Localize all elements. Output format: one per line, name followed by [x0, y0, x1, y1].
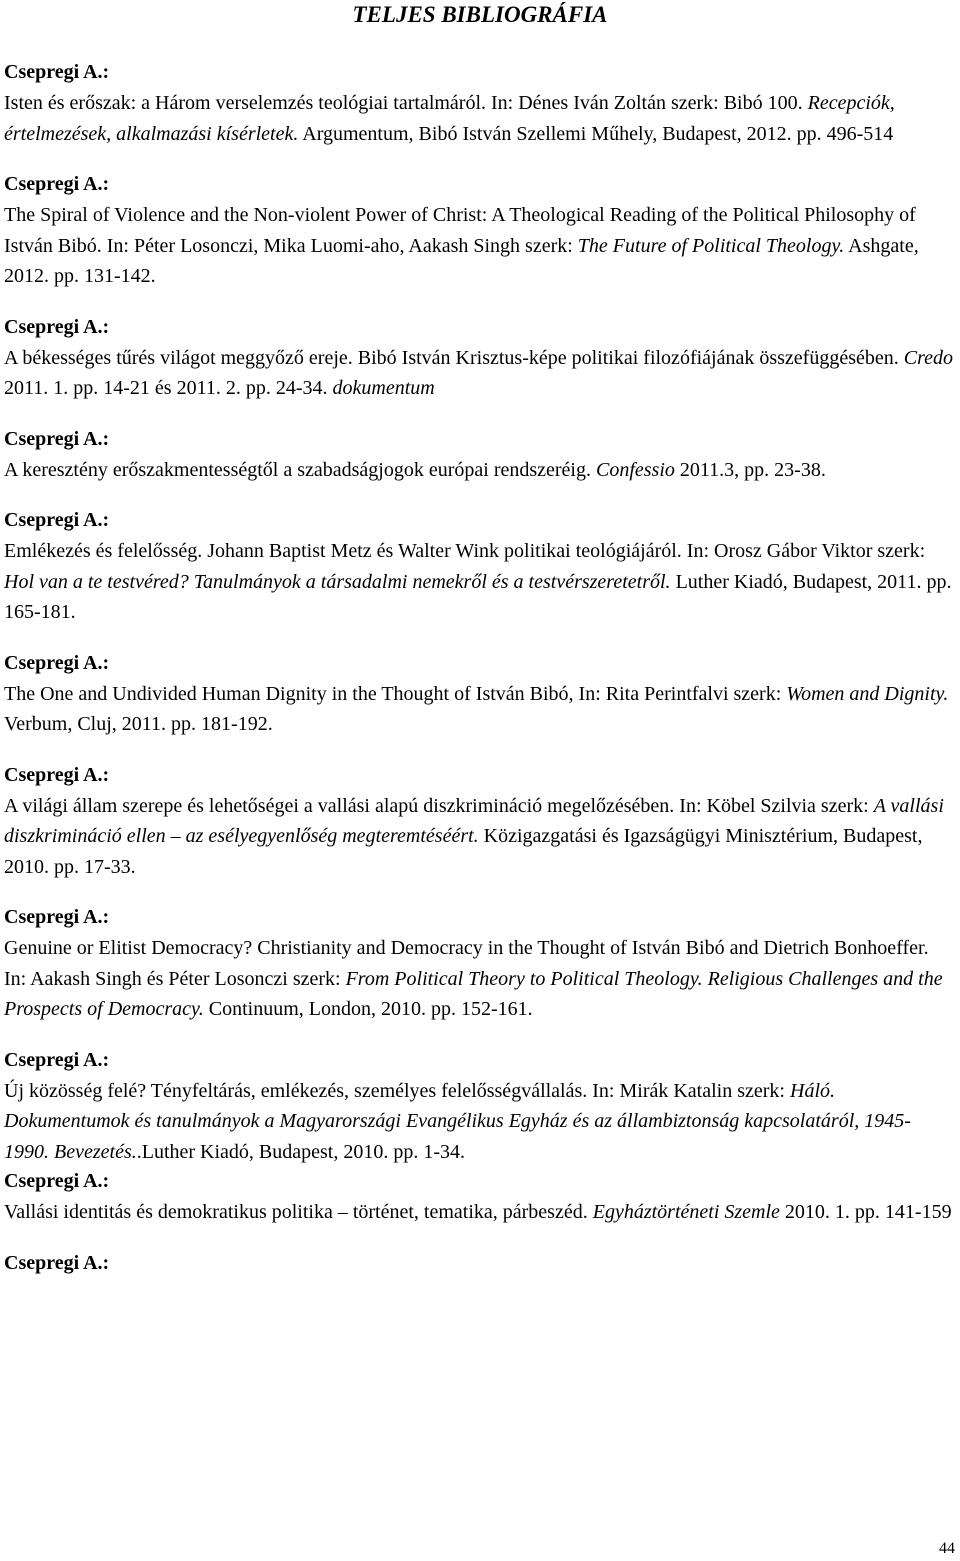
- entry-citation: [4, 933, 954, 1025]
- citation-italic-segment: Credo: [903, 346, 954, 369]
- citation-segment: Vallási identitás és demokratikus politika – történet, tematika, párbeszéd.: [4, 1201, 593, 1223]
- citation-segment: The Spiral of Violence and the Non-violent Power of Christ: A Theological Reading of the Political Philosophy of István Bibó. In: Péter Losonczi, Mika Luomi-aho, Aakash Singh szerk:: [4, 204, 916, 257]
- citation-segment: Ashgate, 2012. pp. 131-142.: [4, 234, 919, 287]
- entry-author: Csepregi A.:: [4, 906, 110, 928]
- entry-author: Csepregi A.:: [4, 1251, 110, 1274]
- citation-segment: Emlékezés és felelősség. Johann Baptist Metz és Walter Wink politikai teológiájáról. In: Orosz Gábor Viktor szerk:: [4, 540, 926, 562]
- entry-author: Csepregi A.:: [4, 427, 110, 450]
- citation-italic-segment: Egyháztörténeti Szemle: [592, 1201, 780, 1223]
- entry-citation: [4, 1197, 954, 1228]
- entry-citation: [4, 88, 954, 149]
- citation-italic-segment: Háló. Dokumentumok és tanulmányok a Magyarországi Evangélikus Egyház és az állambiztonság kapcsolatáról, 1945-1990. Bevezetés.: [4, 1079, 911, 1163]
- entry-author: Csepregi A.:: [4, 763, 110, 786]
- citation-italic-segment: A vallási diszkrimináció ellen – az esélyegyenlőség megteremtéséért.: [4, 794, 944, 847]
- entry-author: Csepregi A.:: [4, 1048, 110, 1071]
- bibliography-entry: [4, 170, 954, 292]
- citation-italic-segment: The Future of Political Theology.: [577, 234, 845, 257]
- citation-segment: 2011. 1. pp. 14-21 és 2011. 2. pp. 24-34.: [4, 377, 333, 399]
- citation-segment: Argumentum, Bibó István Szellemi Műhely, Budapest, 2012. pp. 496-514: [298, 122, 894, 145]
- entry-author: Csepregi A.:: [4, 509, 110, 531]
- entry-citation: [4, 343, 954, 404]
- page-number: 44: [939, 1540, 955, 1557]
- bibliography-entry: [4, 649, 954, 740]
- citation-segment: Isten és erőszak: a Három verselemzés teológiai tartalmáról. In: Dénes Iván Zoltán szerk: Bibó 100.: [4, 92, 808, 114]
- bibliography-entry: [4, 1167, 954, 1228]
- document-title: TELJES BIBLIOGRÁFIA: [352, 2, 608, 27]
- bibliography-list: [4, 58, 954, 1300]
- entry-citation: [4, 200, 954, 292]
- citation-segment: Verbum, Cluj, 2011. pp. 181-192.: [4, 713, 273, 735]
- entry-citation: [4, 791, 954, 883]
- entry-author: Csepregi A.:: [4, 315, 110, 338]
- citation-italic-segment: Women and Dignity.: [786, 682, 949, 705]
- entry-citation: [4, 679, 954, 740]
- citation-segment: A keresztény erőszakmentességtől a szabadságjogok európai rendszeréig.: [4, 458, 596, 481]
- citation-segment: 2010. 1. pp. 141-159: [779, 1201, 952, 1223]
- citation-segment: The One and Undivided Human Dignity in the Thought of István Bibó, In: Rita Perintfalvi szerk:: [4, 682, 787, 705]
- entry-citation: [4, 536, 954, 628]
- entry-citation: [4, 455, 954, 486]
- entry-citation: [4, 1076, 954, 1168]
- citation-italic-segment: dokumentum: [332, 377, 435, 399]
- entry-author: Csepregi A.:: [4, 61, 110, 83]
- entry-author: Csepregi A.:: [4, 651, 110, 674]
- bibliography-entry: [4, 58, 954, 149]
- citation-italic-segment: Recepciók, értelmezések, alkalmazási kísérletek.: [4, 92, 895, 145]
- citation-segment: Continuum, London, 2010. pp. 152-161.: [203, 998, 533, 1020]
- entry-author: Csepregi A.:: [4, 1170, 110, 1192]
- bibliography-entry: [4, 506, 954, 628]
- citation-segment: A békességes tűrés világot meggyőző ereje. Bibó István Krisztus-képe politikai filozófiájának összefüggésében.: [4, 346, 904, 369]
- citation-segment: 2011.3, pp. 23-38.: [674, 458, 826, 481]
- bibliography-entry: [4, 761, 954, 883]
- citation-italic-segment: Confessio: [596, 458, 675, 481]
- citation-italic-segment: From Political Theory to Political Theology. Religious Challenges and the Prospects of Democracy.: [4, 967, 943, 1020]
- entry-author: Csepregi A.:: [4, 173, 110, 195]
- citation-segment: Genuine or Elitist Democracy? Christianity and Democracy in the Thought of István Bibó and Dietrich Bonhoeffer. In: Aakash Singh és Péter Losonczi szerk:: [4, 937, 929, 990]
- citation-italic-segment: Hol van a te testvéred? Tanulmányok a társadalmi nemekről és a testvérszeretetről.: [4, 570, 671, 593]
- citation-segment: .Luther Kiadó, Budapest, 2010. pp. 1-34.: [136, 1140, 466, 1163]
- citation-segment: Új közösség felé? Tényfeltárás, emlékezés, személyes felelősségvállalás. In: Mirák Katalin szerk:: [4, 1079, 790, 1102]
- citation-segment: Közigazgatási és Igazságügyi Minisztérium, Budapest, 2010. pp. 17-33.: [4, 825, 923, 878]
- citation-segment: Luther Kiadó, Budapest, 2011. pp. 165-181.: [4, 570, 952, 623]
- bibliography-entry: [4, 1249, 954, 1279]
- bibliography-entry: [4, 1046, 954, 1168]
- bibliography-entry: [4, 313, 954, 404]
- citation-segment: A világi állam szerepe és lehetőségei a vallási alapú diszkrimináció megelőzésében. In: Köbel Szilvia szerk:: [4, 794, 874, 817]
- bibliography-entry: [4, 425, 954, 486]
- bibliography-entry: [4, 903, 954, 1025]
